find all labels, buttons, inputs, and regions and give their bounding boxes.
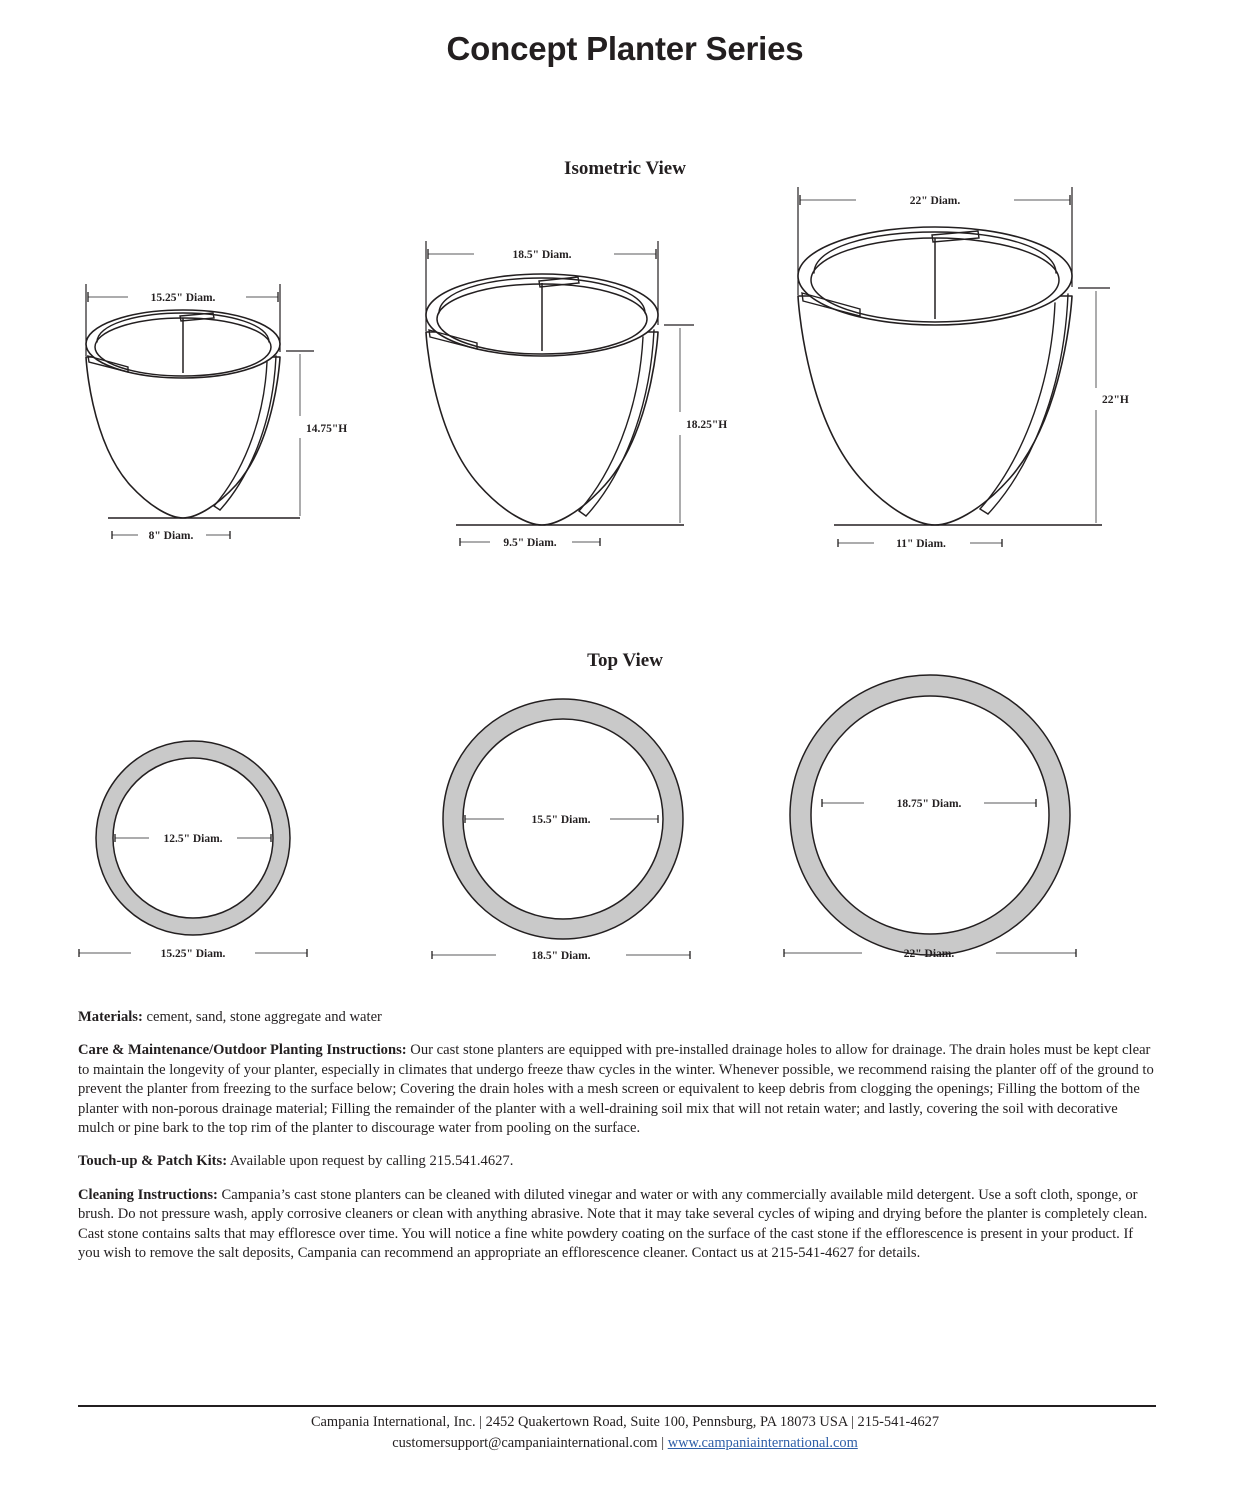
base-diameter-label: 11" Diam. <box>896 538 946 550</box>
care-paragraph <box>78 1041 1156 1138</box>
footer-address-line: Campania International, Inc. | 2452 Quakertown Road, Suite 100, Pennsburg, PA 18073 USA | 215-541-4627 <box>310 1414 940 1430</box>
isometric-view-heading: Isometric View <box>564 158 686 179</box>
materials-paragraph <box>78 1008 1156 1027</box>
care-text: Our cast stone planters are equipped with pre-installed drainage holes to allow for drainage. The drain holes must be kept clear to maintain the longevity of your planter, especially in climates that undergo freeze thaw cycles in the winter. Whenever possible, we recommend raising the planter off of the ground to prevent the planter from freezing to the surface below; Covering the drain holes with a mesh screen or equivalent to keep debris from clogging the openings; Filling the bottom of the planter with non-porous drainage material; Filling the remainder of the planter with a well-draining soil mix that will not retain water; and lastly, covering the soil with decorative mulch or pine bark to the top rim of the planter to discourage water from pooling on the surface. <box>78 1042 1154 1137</box>
isometric-figure-small <box>68 280 378 570</box>
planter-body <box>426 332 658 525</box>
footer-website-link[interactable]: www.campaniainternational.com <box>667 1434 858 1451</box>
footer-contact-line <box>0 1433 1250 1454</box>
top-diameter-label: 15.25" Diam. <box>150 292 216 304</box>
touchup-label: Touch-up & Patch Kits: <box>78 1153 228 1170</box>
isometric-figures-row <box>0 175 1250 585</box>
planter-body <box>86 357 280 518</box>
side-seam-foot <box>980 509 988 514</box>
top-view-figures-row <box>0 675 1250 975</box>
base-diameter-label: 8" Diam. <box>148 530 194 542</box>
height-label: 18.25"H <box>686 419 728 431</box>
side-seam-foot <box>579 511 586 516</box>
footer-divider <box>78 1405 1156 1407</box>
inner-diameter-label: 12.5" Diam. <box>163 833 223 845</box>
touchup-paragraph <box>78 1152 1156 1171</box>
isometric-figure-large <box>780 183 1130 573</box>
base-diameter-label: 9.5" Diam. <box>503 537 557 549</box>
top-view-figure-medium <box>418 697 738 967</box>
materials-label: Materials: <box>78 1009 143 1025</box>
top-view-figure-small <box>65 740 365 970</box>
page-title: Concept Planter Series <box>446 30 804 67</box>
inner-diameter-label: 18.75" Diam. <box>896 798 962 810</box>
top-view-figure-large <box>778 675 1138 965</box>
outer-diameter-label: 18.5" Diam. <box>531 950 591 962</box>
cleaning-paragraph <box>78 1186 1156 1264</box>
footer-email[interactable]: customersupport@campaniainternational.com <box>392 1434 658 1451</box>
height-label: 22"H <box>1102 394 1129 406</box>
touchup-text: Available upon request by calling 215.541.4627. <box>227 1153 514 1170</box>
height-label: 14.75"H <box>306 423 348 435</box>
side-seam-foot <box>214 506 220 510</box>
footer <box>0 1412 1250 1454</box>
isometric-figure-medium <box>408 237 738 572</box>
cleaning-label: Cleaning Instructions: <box>78 1186 218 1203</box>
cleaning-text: Campania’s cast stone planters can be cleaned with diluted vinegar and water or with any commercially available mild detergent. Use a soft cloth, sponge, or brush. Do not pressure wash, apply corrosive cleaners or clean with anything abrasive. Note that it may take several cycles of wiping and drying before the planter is completely clean. Cast stone contains salts that may effloresce over time. You will notice a fine white powdery coating on the surface of the cast stone if the efflorescence is present in your product. If you wish to remove the salt deposits, Campania can recommend an appropriate an efflorescence cleaner. Contact us at 215-541-4627 for details. <box>78 1186 1148 1262</box>
instructions-text-block <box>78 1008 1156 1263</box>
rim-inner-circle <box>811 696 1049 934</box>
top-view-heading: Top View <box>587 650 663 671</box>
outer-diameter-label: 15.25" Diam. <box>160 948 226 960</box>
outer-diameter-label: 22" Diam. <box>903 948 955 960</box>
top-diameter-label: 18.5" Diam. <box>512 249 572 261</box>
planter-body <box>798 296 1072 525</box>
care-label: Care & Maintenance/Outdoor Planting Instructions: <box>78 1042 407 1059</box>
top-diameter-label: 22" Diam. <box>909 195 961 207</box>
inner-diameter-label: 15.5" Diam. <box>531 814 591 826</box>
materials-text: cement, sand, stone aggregate and water <box>142 1009 382 1025</box>
footer-separator: | <box>657 1434 668 1451</box>
